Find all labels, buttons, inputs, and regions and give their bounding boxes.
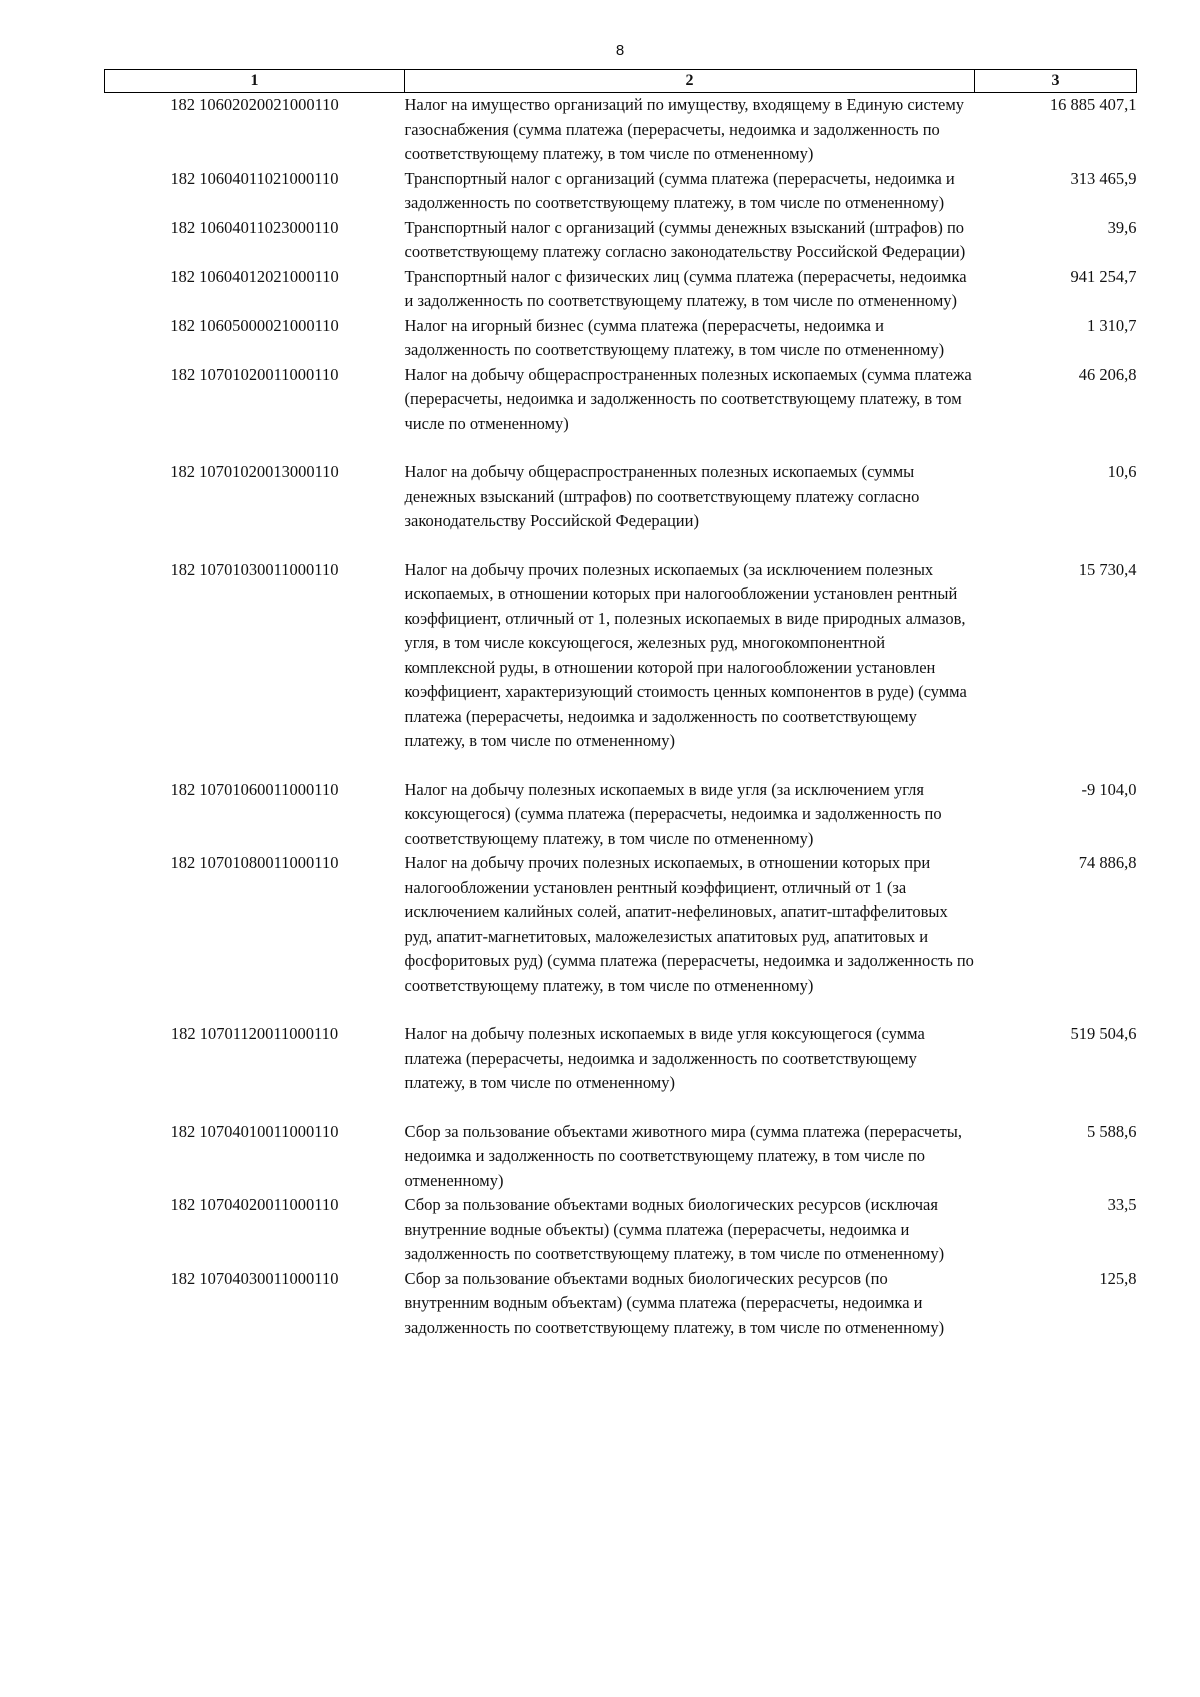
table-row xyxy=(105,314,1137,363)
amount: 125,8 xyxy=(1099,1268,1137,1288)
column-header-2: 2 xyxy=(405,70,975,93)
amount: 74 886,8 xyxy=(1078,853,1137,872)
table-row xyxy=(105,1267,1137,1341)
table-row xyxy=(105,363,1137,461)
column-header-3: 3 xyxy=(975,70,1137,93)
amount: 313 465,9 xyxy=(1070,168,1137,188)
revenue-name: Налог на имущество организаций по имуществу, входящему в Единую систему газоснабжения (сумма платежа (перерасчеты, недоимка и задолженность по соответствующему платежу, в том числе по отмененному) xyxy=(404,95,965,163)
budget-code: 182 10605000021000110 xyxy=(170,315,339,335)
table-row xyxy=(105,851,1137,1022)
budget-code: 182 10701030011000110 xyxy=(170,559,339,579)
budget-code: 182 10604012021000110 xyxy=(170,266,339,286)
amount: 46 206,8 xyxy=(1078,364,1137,384)
table-row xyxy=(105,265,1137,314)
revenue-name: Налог на добычу полезных ископаемых в виде угля (за исключением угля коксующегося) (сумма платежа (перерасчеты, недоимка и задолженность по соответствующему платежу, в том числе по отмененному) xyxy=(404,779,942,848)
table-row xyxy=(105,216,1137,265)
table-header-row xyxy=(105,70,1137,93)
amount: 941 254,7 xyxy=(1070,266,1137,286)
budget-code: 182 10704030011000110 xyxy=(170,1268,339,1288)
revenue-name: Транспортный налог с организаций (суммы денежных взысканий (штрафов) по соответствующему платежу согласно законодательству Российской Федерации) xyxy=(404,217,966,261)
budget-code: 182 10701020013000110 xyxy=(170,462,339,481)
budget-code: 182 10602020021000110 xyxy=(170,95,339,114)
budget-code: 182 10604011021000110 xyxy=(170,168,339,188)
budget-code: 182 10701060011000110 xyxy=(170,779,339,799)
amount: 16 885 407,1 xyxy=(1049,95,1137,114)
table-row xyxy=(105,1193,1137,1267)
revenue-name: Налог на добычу общераспространенных полезных ископаемых (суммы денежных взысканий (штрафов) по соответствующему платежу согласно законодательству Российской Федерации) xyxy=(404,462,920,530)
revenue-name: Налог на игорный бизнес (сумма платежа (перерасчеты, недоимка и задолженность по соответствующему платежу, в том числе по отмененному) xyxy=(404,315,945,359)
table-row xyxy=(105,1120,1137,1194)
amount: 1 310,7 xyxy=(1087,315,1137,335)
revenue-name: Транспортный налог с организаций (сумма платежа (перерасчеты, недоимка и задолженность по соответствующему платежу, в том числе по отмененному) xyxy=(404,168,955,212)
amount: -9 104,0 xyxy=(1081,779,1137,799)
table-row xyxy=(105,167,1137,216)
budget-code: 182 10704020011000110 xyxy=(170,1195,339,1214)
amount: 5 588,6 xyxy=(1087,1121,1137,1141)
amount: 33,5 xyxy=(1107,1195,1137,1214)
budget-table xyxy=(104,69,1137,1340)
amount: 519 504,6 xyxy=(1070,1024,1137,1043)
revenue-name: Сбор за пользование объектами животного мира (сумма платежа (перерасчеты, недоимка и задолженность по соответствующему платежу, в том числе по отмененному) xyxy=(404,1121,962,1190)
revenue-name: Налог на добычу прочих полезных ископаемых (за исключением полезных ископаемых, в отношении которых при налогообложении установлен рентный коэффициент, отличный от 1, полезных ископаемых в виде природных алмазов, угля, в том числе коксующегося, железных руд, многокомпонентной комплексной руды, в отношении которой при налогообложении установлен коэффициент, характеризующий стоимость ценных компонентов в руде) (сумма платежа (перерасчеты, недоимка и задолженность по соответствующему платежу, в том числе по отмененному) xyxy=(404,559,967,750)
table-row xyxy=(105,558,1137,778)
amount: 10,6 xyxy=(1107,462,1137,481)
amount: 39,6 xyxy=(1107,217,1137,237)
budget-code: 182 10701080011000110 xyxy=(170,853,339,872)
table-row xyxy=(105,778,1137,852)
page-number: 8 xyxy=(615,42,625,59)
budget-code: 182 10704010011000110 xyxy=(170,1121,339,1141)
column-header-1: 1 xyxy=(105,70,405,93)
budget-code: 182 10604011023000110 xyxy=(170,217,339,237)
revenue-name: Налог на добычу полезных ископаемых в виде угля коксующегося (сумма платежа (перерасчеты, недоимка и задолженность по соответствующему платежу, в том числе по отмененному) xyxy=(404,1024,925,1092)
budget-code: 182 10701020011000110 xyxy=(170,364,339,384)
table-row xyxy=(105,93,1137,167)
revenue-name: Сбор за пользование объектами водных биологических ресурсов (исключая внутренние водные объекты) (сумма платежа (перерасчеты, недоимка и задолженность по соответствующему платежу, в том числе по отмененному) xyxy=(404,1195,945,1263)
revenue-name: Налог на добычу прочих полезных ископаемых, в отношении которых при налогообложении установлен рентный коэффициент, отличный от 1 (за исключением калийных солей, апатит-нефелиновых, апатит-штаффелитовых руд, апатит-магнетитовых, маложелезистых апатитовых руд, апатитовых и фосфоритовых руд) (сумма платежа (перерасчеты, недоимка и задолженность по соответствующему платежу, в том числе по отмененному) xyxy=(404,853,974,995)
budget-code: 182 10701120011000110 xyxy=(170,1024,339,1043)
revenue-name: Транспортный налог с физических лиц (сумма платежа (перерасчеты, недоимка и задолженность по соответствующему платежу, в том числе по отмененному) xyxy=(404,266,967,310)
revenue-name: Сбор за пользование объектами водных биологических ресурсов (по внутренним водным объектам) (сумма платежа (перерасчеты, недоимка и задолженность по соответствующему платежу, в том числе по отмененному) xyxy=(404,1268,945,1337)
table-row xyxy=(105,1022,1137,1120)
revenue-name: Налог на добычу общераспространенных полезных ископаемых (сумма платежа (перерасчеты, недоимка и задолженность по соответствующему платежу, в том числе по отмененному) xyxy=(404,364,972,433)
amount: 15 730,4 xyxy=(1078,559,1137,579)
table-row xyxy=(105,460,1137,558)
